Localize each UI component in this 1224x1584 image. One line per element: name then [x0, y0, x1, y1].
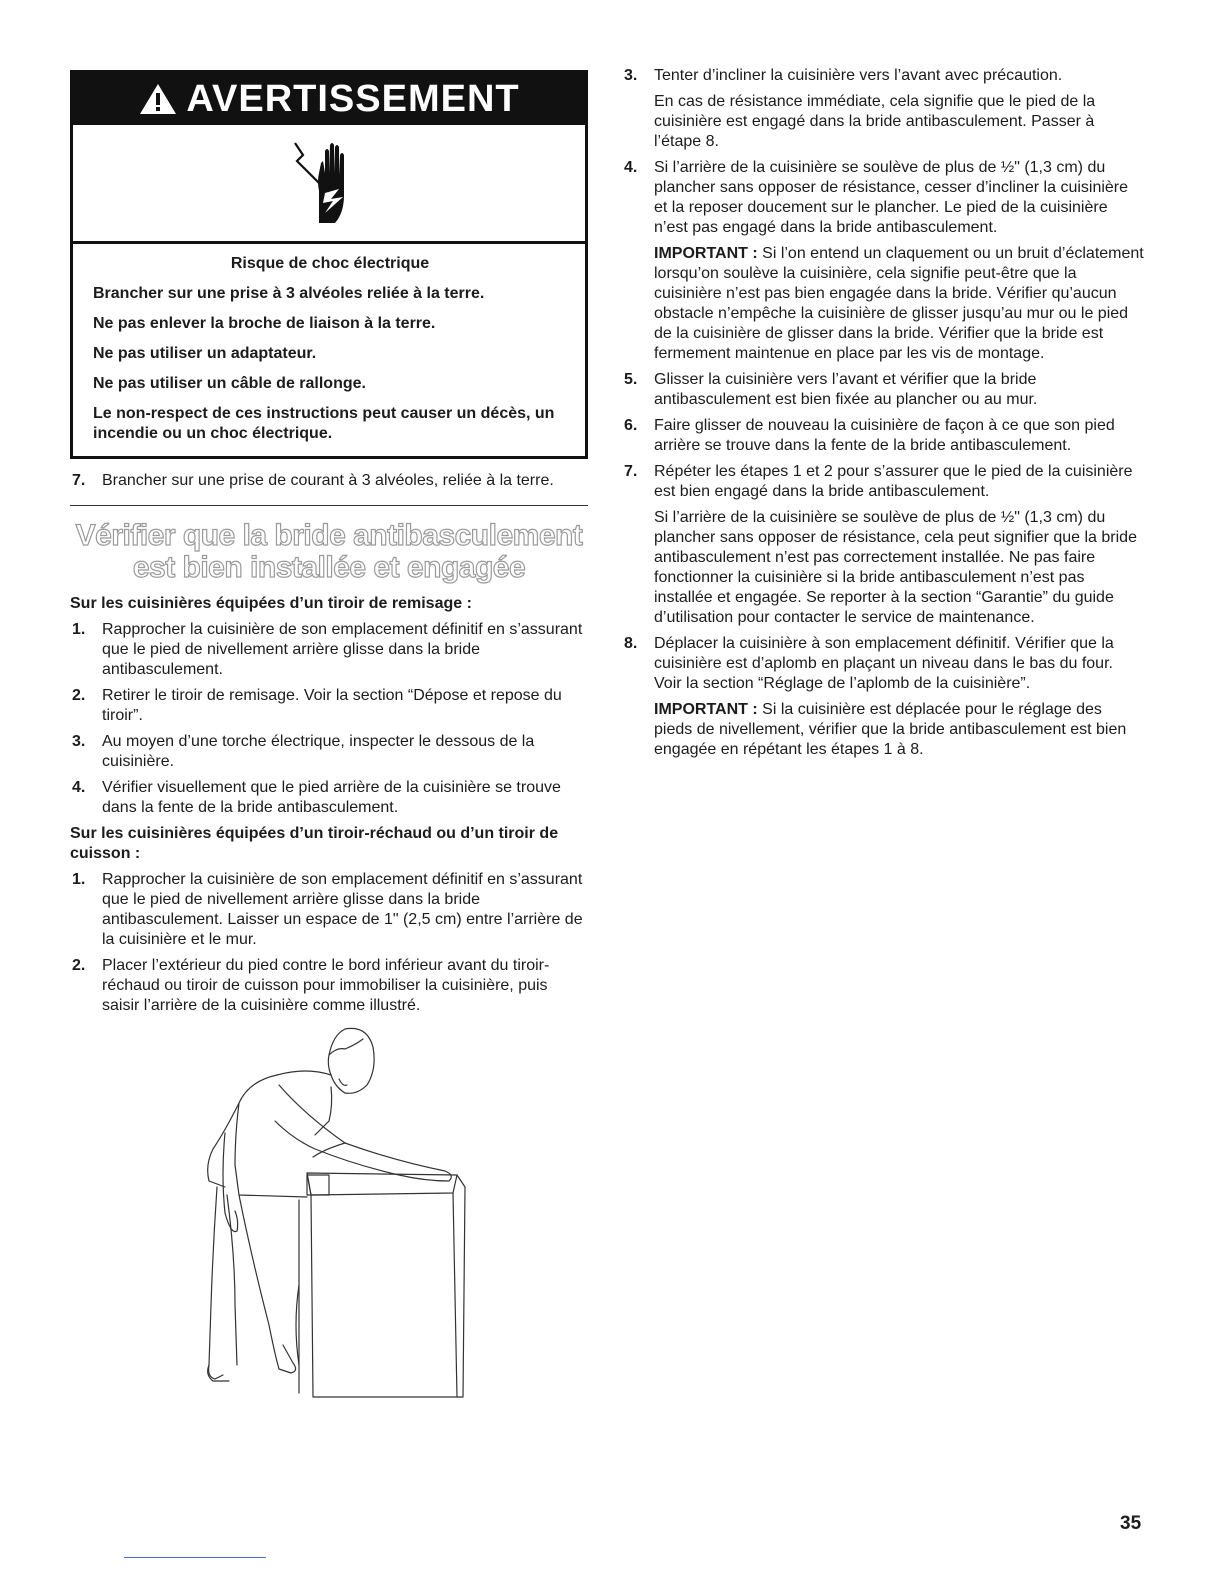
- list-item: [70, 778, 588, 818]
- warning-title: AVERTISSEMENT: [186, 77, 520, 120]
- warning-line: Ne pas enlever la broche de liaison à la terre.: [93, 315, 436, 332]
- list-item: [622, 370, 1144, 410]
- list-item: [70, 471, 588, 491]
- step7-list: [70, 471, 588, 491]
- person-tilting-range-illustration: [195, 1025, 485, 1400]
- warning-box: [70, 70, 588, 459]
- step-text: Déplacer la cuisinière à son emplacement définitif. Vérifier que la cuisinière est d’aplomb en plaçant un niveau dans le bas du four. Voir la section “Réglage de l’aplomb de la cuisinière”.: [654, 635, 1114, 692]
- step-number: 1.: [72, 871, 86, 888]
- warning-header: [73, 73, 585, 125]
- list-item: [622, 66, 1144, 152]
- step-number: 3.: [624, 67, 638, 84]
- list-item: [70, 732, 588, 772]
- step-number: 2.: [72, 687, 86, 704]
- step-text: Brancher sur une prise de courant à 3 alvéoles, reliée à la terre.: [102, 472, 554, 489]
- step-text: Répéter les étapes 1 et 2 pour s’assurer que le pied de la cuisinière est bien engagé dans la bride antibasculement.: [654, 463, 1133, 500]
- right-column: [622, 66, 1144, 766]
- footer-rule: [124, 1557, 266, 1558]
- important-note: [654, 700, 1144, 760]
- warning-risk: Risque de choc électrique: [230, 255, 430, 272]
- step-text: Au moyen d’une torche électrique, inspecter le dessous de la cuisinière.: [102, 733, 535, 770]
- important-label: IMPORTANT :: [654, 701, 758, 718]
- step-number: 8.: [624, 635, 638, 652]
- shock-hazard-area: [73, 125, 585, 244]
- list-item: [622, 462, 1144, 628]
- list-item: [70, 620, 588, 680]
- step-number: 5.: [624, 371, 638, 388]
- warning-body: [73, 244, 585, 456]
- tilt-check-steps: [622, 66, 1144, 760]
- section-title: Vérifier que la bride antibasculement est bien installée et engagée: [75, 519, 583, 584]
- step-text: Faire glisser de nouveau la cuisinière de façon à ce que son pied arrière se trouve dans la fente de la bride antibasculement.: [654, 417, 1115, 454]
- storage-drawer-heading: Sur les cuisinières équipées d’un tiroir de remisage :: [70, 595, 472, 612]
- step-number: 7.: [72, 472, 86, 489]
- warning-line: Ne pas utiliser un câble de rallonge.: [93, 375, 366, 392]
- step-number: 7.: [624, 463, 638, 480]
- warning-line: Brancher sur une prise à 3 alvéoles reliée à la terre.: [93, 285, 485, 302]
- electric-shock-hand-icon: [289, 133, 369, 233]
- list-item: [70, 686, 588, 726]
- divider: [70, 505, 588, 506]
- list-item: [622, 158, 1144, 364]
- important-label: IMPORTANT :: [654, 245, 758, 262]
- warning-triangle-icon: [138, 82, 178, 116]
- step-text: Si l’arrière de la cuisinière se soulève de plus de ½" (1,3 cm) du plancher sans opposer de résistance, cesser d’incliner la cuisinière et la reposer doucement sur le plancher. Le pied de la cuisinière n’est pas engagé dans la bride antibasculement.: [654, 159, 1129, 236]
- step-text: Glisser la cuisinière vers l’avant et vérifier que la bride antibasculement est bien fixée au plancher ou au mur.: [654, 371, 1038, 408]
- step-number: 6.: [624, 417, 638, 434]
- step-text: Retirer le tiroir de remisage. Voir la section “Dépose et repose du tiroir”.: [102, 687, 562, 724]
- left-column: [70, 70, 588, 1022]
- list-item: [70, 870, 588, 950]
- page-number: 35: [1120, 1513, 1142, 1534]
- step-number: 2.: [72, 957, 86, 974]
- warming-steps: [70, 870, 588, 1016]
- important-note: [654, 244, 1144, 364]
- step-detail: En cas de résistance immédiate, cela signifie que le pied de la cuisinière est engagé dans la bride antibasculement. Passer à l’étape 8.: [654, 93, 1096, 150]
- list-item: [70, 956, 588, 1016]
- list-item: [622, 416, 1144, 456]
- warning-consequence: Le non-respect de ces instructions peut causer un décès, un incendie ou un choc électrique.: [93, 405, 555, 442]
- step-detail: Si l’arrière de la cuisinière se soulève de plus de ½" (1,3 cm) du plancher sans opposer de résistance, cela peut signifier que la bride antibasculement n’est pas correctement installée. Ne pas faire fonctionner la cuisinière si la bride antibasculement n’est pas installée et engagée. Se reporter à la section “Garantie” du guide d’utilisation pour contacter le service de maintenance.: [654, 509, 1137, 626]
- step-text: Tenter d’incliner la cuisinière vers l’avant avec précaution.: [654, 67, 1063, 84]
- step-text: Vérifier visuellement que le pied arrière de la cuisinière se trouve dans la fente de la bride antibasculement.: [102, 779, 561, 816]
- step-number: 3.: [72, 733, 86, 750]
- step-number: 4.: [624, 159, 638, 176]
- warning-line: Ne pas utiliser un adaptateur.: [93, 345, 317, 362]
- important-text: Si la cuisinière est déplacée pour le réglage des pieds de nivellement, vérifier que la bride antibasculement est bien engagée en répétant les étapes 1 à 8.: [654, 701, 1127, 758]
- important-text: Si l’on entend un claquement ou un bruit d’éclatement lorsqu’on soulève la cuisinière, cela signifie peut-être que la cuisinière n’est pas bien engagée dans la bride. Vérifier qu’aucun obstacle n’empêche la cuisinière de glisser jusqu’au mur ou le pied de la cuisinière de glisser dans la bride. Vérifier que la bride est fermement maintenue en place par les vis de montage.: [654, 245, 1144, 362]
- storage-steps: [70, 620, 588, 818]
- list-item: [622, 634, 1144, 760]
- step-text: Rapprocher la cuisinière de son emplacement définitif en s’assurant que le pied de nivellement arrière glisse dans la bride antibasculement.: [102, 621, 583, 678]
- step-text: Placer l’extérieur du pied contre le bord inférieur avant du tiroir-réchaud ou tiroir de cuisson pour immobiliser la cuisinière, puis saisir l’arrière de la cuisinière comme illustré.: [102, 957, 550, 1014]
- step-number: 4.: [72, 779, 86, 796]
- warming-drawer-heading: Sur les cuisinières équipées d’un tiroir-réchaud ou d’un tiroir de cuisson :: [70, 825, 559, 862]
- step-number: 1.: [72, 621, 86, 638]
- step-text: Rapprocher la cuisinière de son emplacement définitif en s’assurant que le pied de nivellement arrière glisse dans la bride antibasculement. Laisser un espace de 1" (2,5 cm) entre l’arrière de la cuisinière et le mur.: [102, 871, 583, 948]
